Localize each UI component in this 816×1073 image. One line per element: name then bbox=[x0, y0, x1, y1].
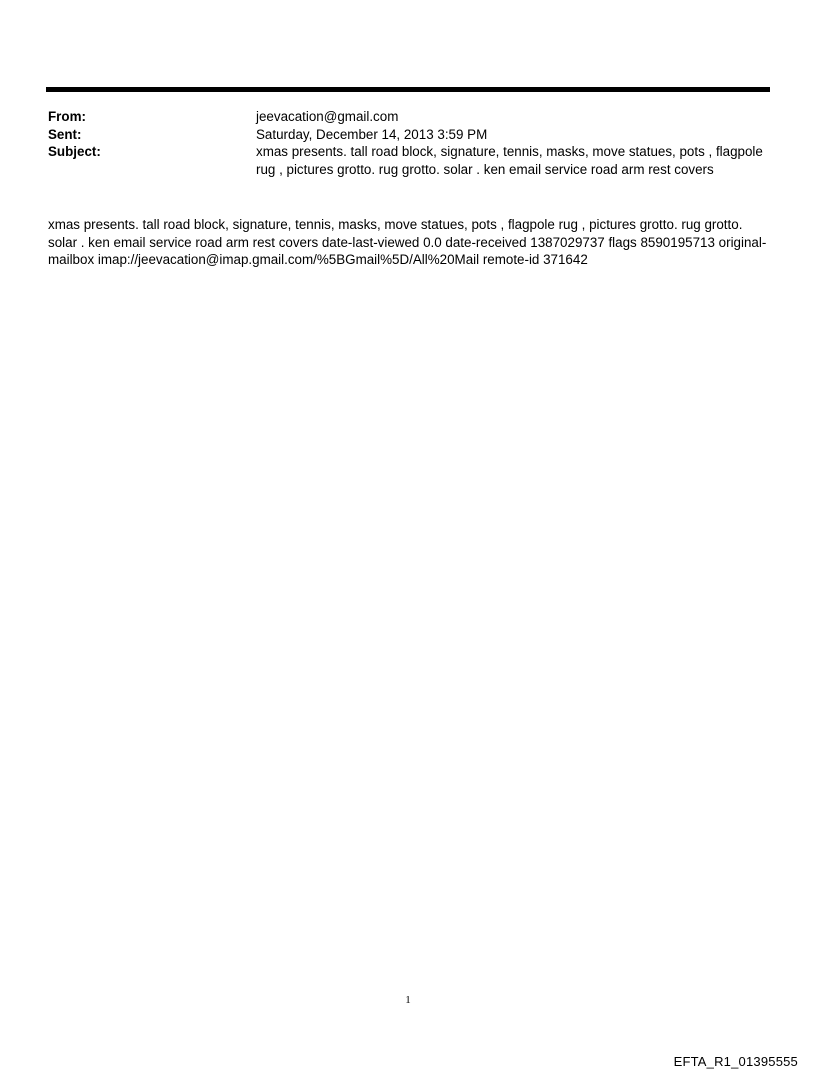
email-body: xmas presents. tall road block, signature, tennis, masks, move statues, pots , flagpole rug , pictures grotto. rug grotto. solar . ken email service road arm rest covers date-last-viewed 0.0 date-received 1387029737 flags 8590195713 original-mailbox imap://jeevacation@imap.gmail.com/%5BGmail%5D/All%20Mail remote-id 371642 bbox=[48, 217, 767, 267]
email-header bbox=[48, 108, 770, 178]
page-number: 1 bbox=[405, 994, 411, 1006]
sent-label: Sent: bbox=[48, 126, 82, 142]
from-row bbox=[48, 108, 770, 126]
subject-row bbox=[48, 143, 770, 178]
subject-value: xmas presents. tall road block, signature, tennis, masks, move statues, pots , flagpole rug , pictures grotto. rug grotto. solar . ken email service road arm rest covers bbox=[256, 144, 763, 177]
subject-label: Subject: bbox=[48, 144, 101, 159]
from-value: jeevacation@gmail.com bbox=[256, 109, 399, 124]
sent-row bbox=[48, 126, 770, 144]
header-rule bbox=[46, 87, 770, 92]
sent-value: Saturday, December 14, 2013 3:59 PM bbox=[256, 126, 488, 142]
bates-number: EFTA_R1_01395555 bbox=[673, 1054, 798, 1069]
from-label: From: bbox=[48, 109, 86, 124]
